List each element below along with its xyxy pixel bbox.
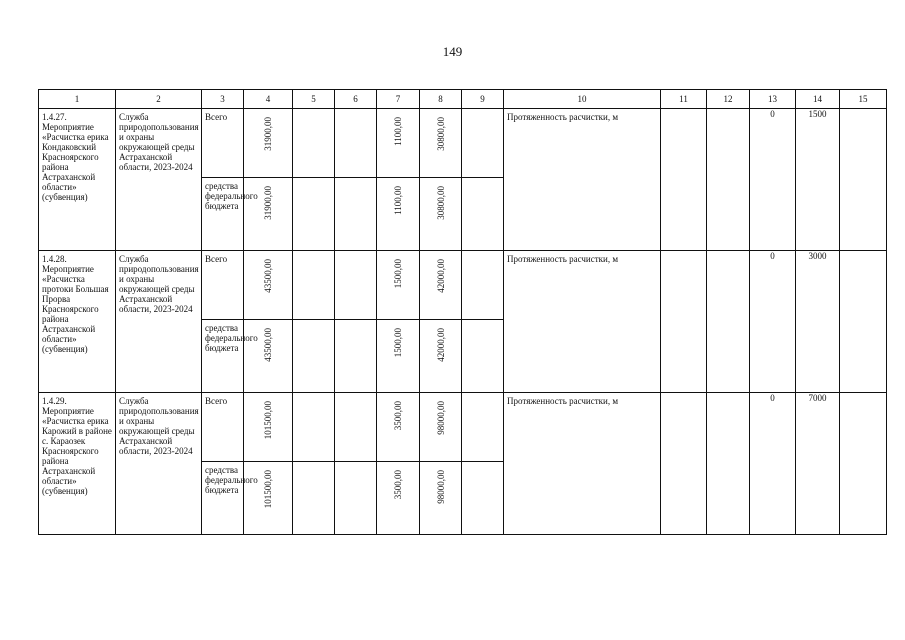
amount-cell: 31900,00: [244, 178, 293, 251]
header-cell: 3: [202, 90, 244, 109]
funding-source-cell: средства федерального бюджета: [202, 462, 244, 535]
amount-cell: 1100,00: [377, 178, 420, 251]
empty-cell: [840, 251, 887, 393]
empty-cell: [462, 109, 504, 178]
funding-source-cell: средства федерального бюджета: [202, 320, 244, 393]
empty-cell: [707, 109, 750, 251]
header-row: [39, 90, 887, 109]
amount-cell: 1100,00: [377, 109, 420, 178]
amount-cell: 3500,00: [377, 462, 420, 535]
table-row: [39, 393, 887, 462]
empty-cell: [462, 393, 504, 462]
header-cell: 14: [796, 90, 840, 109]
empty-cell: [293, 178, 335, 251]
amount-cell: 43500,00: [244, 251, 293, 320]
header-cell: 2: [116, 90, 202, 109]
empty-cell: [335, 320, 377, 393]
amount-cell: 42000,00: [420, 251, 462, 320]
empty-cell: [707, 251, 750, 393]
amount-cell: 43500,00: [244, 320, 293, 393]
header-cell: 1: [39, 90, 116, 109]
empty-cell: [840, 393, 887, 535]
empty-cell: [293, 251, 335, 320]
indicator-cell: Протяженность расчистки, м: [504, 109, 661, 251]
indicator-cell: Протяженность расчистки, м: [504, 251, 661, 393]
indicator-base-value: 0: [750, 109, 796, 251]
indicator-target-value: 1500: [796, 109, 840, 251]
amount-cell: 30800,00: [420, 109, 462, 178]
empty-cell: [462, 462, 504, 535]
program-table: [38, 89, 887, 535]
page-number: 149: [442, 44, 463, 59]
empty-cell: [293, 109, 335, 178]
empty-cell: [335, 393, 377, 462]
empty-cell: [462, 320, 504, 393]
indicator-base-value: 0: [750, 393, 796, 535]
indicator-target-value: 3000: [796, 251, 840, 393]
table-row: [39, 109, 887, 178]
empty-cell: [293, 462, 335, 535]
funding-source-cell: Всего: [202, 109, 244, 178]
amount-cell: 1500,00: [377, 251, 420, 320]
empty-cell: [335, 462, 377, 535]
activity-name-cell: 1.4.29. Мероприятие «Расчистка ерика Карожий в районе с. Караозек Красноярского района Астраханской области» (субвенция): [39, 393, 116, 535]
header-cell: 12: [707, 90, 750, 109]
header-cell: 9: [462, 90, 504, 109]
header-cell: 15: [840, 90, 887, 109]
header-cell: 6: [335, 90, 377, 109]
indicator-base-value: 0: [750, 251, 796, 393]
indicator-target-value: 7000: [796, 393, 840, 535]
funding-source-cell: средства федерального бюджета: [202, 178, 244, 251]
indicator-cell: Протяженность расчистки, м: [504, 393, 661, 535]
empty-cell: [293, 393, 335, 462]
empty-cell: [335, 251, 377, 320]
executor-cell: Служба природопользования и охраны окружающей среды Астраханской области, 2023-2024: [116, 393, 202, 535]
amount-cell: 98000,00: [420, 462, 462, 535]
empty-cell: [462, 251, 504, 320]
header-cell: 8: [420, 90, 462, 109]
empty-cell: [293, 320, 335, 393]
amount-cell: 101500,00: [244, 462, 293, 535]
empty-cell: [840, 109, 887, 251]
header-cell: 11: [661, 90, 707, 109]
empty-cell: [661, 109, 707, 251]
amount-cell: 98000,00: [420, 393, 462, 462]
amount-cell: 3500,00: [377, 393, 420, 462]
empty-cell: [707, 393, 750, 535]
empty-cell: [661, 393, 707, 535]
empty-cell: [661, 251, 707, 393]
header-cell: 10: [504, 90, 661, 109]
header-cell: 13: [750, 90, 796, 109]
amount-cell: 101500,00: [244, 393, 293, 462]
amount-cell: 1500,00: [377, 320, 420, 393]
executor-cell: Служба природопользования и охраны окружающей среды Астраханской области, 2023-2024: [116, 251, 202, 393]
header-cell: 4: [244, 90, 293, 109]
funding-source-cell: Всего: [202, 251, 244, 320]
amount-cell: 31900,00: [244, 109, 293, 178]
amount-cell: 42000,00: [420, 320, 462, 393]
executor-cell: Служба природопользования и охраны окружающей среды Астраханской области, 2023-2024: [116, 109, 202, 251]
header-cell: 7: [377, 90, 420, 109]
activity-name-cell: 1.4.27. Мероприятие «Расчистка ерика Кондаковский Красноярского района Астраханской области» (субвенция): [39, 109, 116, 251]
funding-source-cell: Всего: [202, 393, 244, 462]
empty-cell: [462, 178, 504, 251]
amount-cell: 30800,00: [420, 178, 462, 251]
table-row: [39, 251, 887, 320]
empty-cell: [335, 178, 377, 251]
empty-cell: [335, 109, 377, 178]
header-cell: 5: [293, 90, 335, 109]
activity-name-cell: 1.4.28. Мероприятие «Расчистка протоки Большая Прорва Красноярского района Астраханской области» (субвенция): [39, 251, 116, 393]
